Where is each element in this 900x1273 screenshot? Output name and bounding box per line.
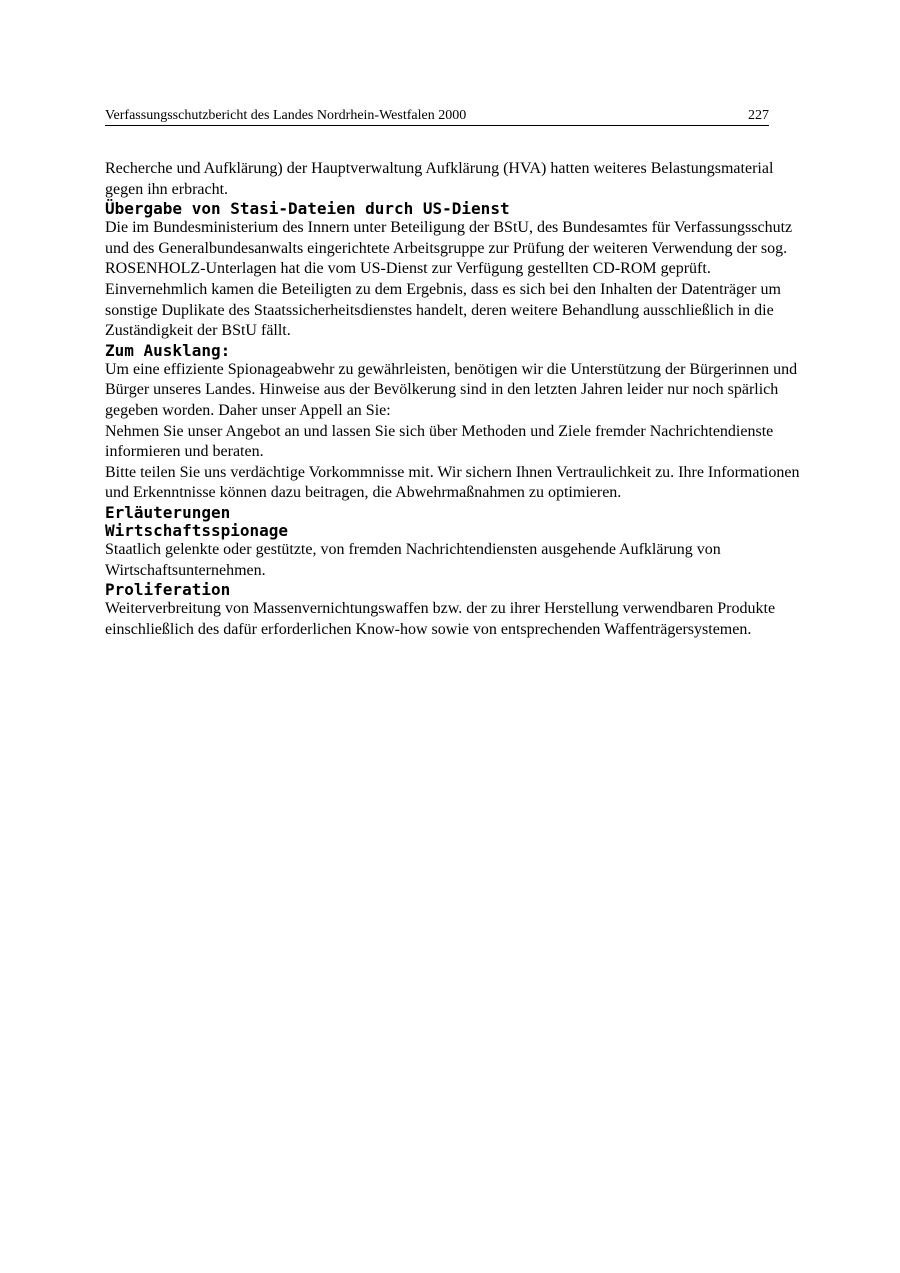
paragraph-ausklang-2: Nehmen Sie unser Angebot an und lassen Sie sich über Methoden und Ziele fremder Nachrichtendienste informieren und beraten. xyxy=(105,422,774,461)
paragraph-ausklang-3: Bitte teilen Sie uns verdächtige Vorkommnisse mit. Wir sichern Ihnen Vertraulichkeit zu. Ihre Informationen und Erkenntnisse können dazu beitragen, die Abwehrmaßnahmen zu optimieren. xyxy=(105,463,800,502)
heading-erlaeuterungen: Erläuterungen xyxy=(105,502,231,522)
paragraph-wirtschaftsspionage: Staatlich gelenkte oder gestützte, von fremden Nachrichtendiensten ausgehende Aufklärung von Wirtschaftsunternehmen. xyxy=(105,540,721,579)
paragraph-ausklang-1: Um eine effiziente Spionageabwehr zu gewährleisten, benötigen wir die Unterstützung der Bürgerinnen und Bürger unseres Landes. Hinweise aus der Bevölkerung sind in den letzten Jahren leider nur noch spärlich gegeben worden. Daher unser Appell an Sie: xyxy=(105,360,798,419)
heading-proliferation: Proliferation xyxy=(105,580,231,600)
paragraph-stasi-2: Einvernehmlich kamen die Beteiligten zu dem Ergebnis, dass es sich bei den Inhalten der Datenträger um sonstige Duplikate des Staatssicherheitsdienstes handelt, deren weitere Behandlung ausschließlich in die Zuständigkeit der BStU fällt. xyxy=(105,280,781,340)
heading-zum-ausklang: Zum Ausklang: xyxy=(105,340,231,360)
page-number: 227 xyxy=(748,108,769,123)
body-text xyxy=(105,159,805,640)
running-header xyxy=(105,107,769,126)
paragraph-stasi-1: Die im Bundesministerium des Innern unter Beteiligung der BStU, des Bundesamtes für Verfassungsschutz und des Generalbundesanwalts eingerichtete Arbeitsgruppe zur Prüfung der weiteren Verwendung der sog. ROSENHOLZ-Unterlagen hat die vom US-Dienst zur Verfügung gestellten CD-ROM geprüft. xyxy=(105,219,793,278)
header-title: Verfassungsschutzbericht des Landes Nordrhein-Westfalen 2000 xyxy=(105,108,467,123)
heading-stasi-dateien: Übergabe von Stasi-Dateien durch US-Dienst xyxy=(105,199,510,219)
paragraph-intro: Recherche und Aufklärung) der Hauptverwaltung Aufklärung (HVA) hatten weiteres Belastungsmaterial gegen ihn erbracht. xyxy=(105,160,774,198)
paragraph-proliferation: Weiterverbreitung von Massenvernichtungswaffen bzw. der zu ihrer Herstellung verwendbaren Produkte einschließlich des dafür erforderlichen Know-how sowie von entsprechenden Waffenträgersystemen. xyxy=(105,600,776,638)
heading-wirtschaftsspionage: Wirtschaftsspionage xyxy=(105,520,289,540)
